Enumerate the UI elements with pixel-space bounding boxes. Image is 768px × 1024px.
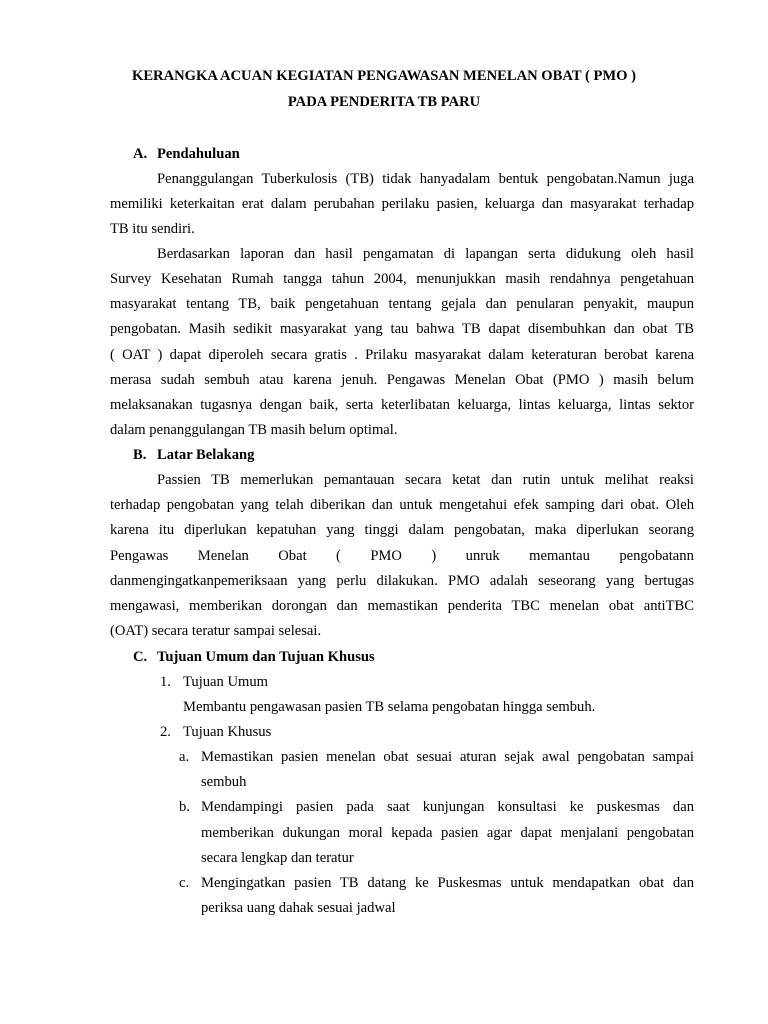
section-c-item-2-marker: 2. (160, 724, 171, 740)
section-c-heading: Tujuan Umum dan Tujuan Khusus (157, 649, 375, 665)
subitem-c-line: periksa uang dahak sesuai jadwal (201, 900, 396, 916)
section-a-p1-line: Penanggulangan Tuberkulosis (TB) tidak hanyadalam bentuk pengobatan.Namun juga (157, 171, 694, 187)
section-c-marker: C. (133, 649, 148, 665)
section-a-p2-line: melaksanakan tugasnya dengan baik, serta keterlibatan keluarga, lintas keluarga, lintas sektor (110, 397, 694, 413)
subitem-b-line: secara lengkap dan teratur (201, 850, 354, 866)
spread-word: memantau (529, 548, 590, 564)
section-b-spread-line (110, 547, 694, 565)
section-a-p2-line: merasa sudah sembuh atau karena jenuh. Pengawas Menelan Obat (PMO ) masih belum (110, 372, 694, 388)
subitem-a-marker: a. (179, 749, 190, 765)
section-b-p1-line: terhadap pengobatan yang telah diberikan dan untuk mengetahui efek samping dari obat. Oleh (110, 497, 694, 513)
spread-word: unruk (465, 548, 500, 564)
section-b-p1-rest-line: mengawasi, memberikan dorongan dan memastikan penderita TBC menelan obat antiTBC (110, 598, 694, 614)
section-c-item-2-label: Tujuan Khusus (183, 724, 272, 740)
section-b-p1-line: karena itu diperlukan kepatuhan yang tinggi dalam pengobatan, maka diperlukan seorang (110, 522, 694, 538)
spread-word: PMO (370, 548, 402, 564)
spread-word: Obat (278, 548, 307, 564)
section-c-item-1-marker: 1. (160, 674, 171, 690)
spread-word: Pengawas (110, 548, 169, 564)
section-b-heading: Latar Belakang (157, 447, 255, 463)
subitem-a-line: Memastikan pasien menelan obat sesuai aturan sejak awal pengobatan sampai (201, 749, 694, 765)
spread-word: Menelan (197, 548, 249, 564)
subitem-c-line: Mengingatkan pasien TB datang ke Puskesmas untuk mendapatkan obat dan (201, 875, 694, 891)
section-a-p1-line: memiliki keterkaitan erat dalam perubahan perilaku pasien, keluarga dan masyarakat terhadap (110, 196, 694, 212)
section-a-p1-line: TB itu sendiri. (110, 221, 195, 237)
section-a-p2-line: pengobatan. Masih sedikit masyarakat yang tau bahwa TB dapat disembuhkan dan obat TB (110, 321, 694, 337)
subitem-b-line: Mendampingi pasien pada saat kunjungan konsultasi ke puskesmas dan (201, 799, 694, 815)
section-a-p2-line: Survey Kesehatan Rumah tangga tahun 2004, menunjukkan masih rendahnya pengetahuan (110, 271, 694, 287)
subitem-a-line: sembuh (201, 774, 247, 790)
section-a-p2-line: Berdasarkan laporan dan hasil pengamatan di lapangan serta didukung oleh hasil (157, 246, 694, 262)
document-title-line-2: PADA PENDERITA TB PARU (287, 94, 481, 110)
spread-word: pengobatann (619, 548, 694, 564)
subitem-b-line: memberikan dukungan moral kepada pasien agar dapat menjalani pengobatan (201, 825, 694, 841)
document-title-line-1: KERANGKA ACUAN KEGIATAN PENGAWASAN MENELAN OBAT ( PMO ) (131, 68, 637, 84)
section-b-p1-rest-line: danmengingatkanpemeriksaan yang perlu dilakukan. PMO adalah seseorang yang bertugas (110, 573, 694, 589)
spread-word: ( (336, 548, 341, 564)
section-c-item-1-label: Tujuan Umum (183, 674, 269, 690)
subitem-b-marker: b. (179, 799, 190, 815)
section-a-p2-line: ( OAT ) dapat diperoleh secara gratis . Prilaku masyarakat dalam keteraturan berobat karena (110, 347, 694, 363)
section-c-item-1-text: Membantu pengawasan pasien TB selama pengobatan hingga sembuh. (183, 699, 596, 715)
spread-word: ) (431, 548, 437, 564)
section-b-p1-rest-line: (OAT) secara teratur sampai selesai. (110, 623, 322, 639)
section-a-p2-line: masyarakat tentang TB, baik pengetahuan tentang gejala dan penularan penyakit, maupun (110, 296, 694, 312)
section-a-heading: Pendahuluan (157, 146, 240, 162)
section-a-p2-line: dalam penanggulangan TB masih belum optimal. (110, 422, 398, 438)
section-a-marker: A. (133, 146, 148, 162)
section-b-p1-line: Passien TB memerlukan pemantauan secara ketat dan rutin untuk melihat reaksi (157, 472, 694, 488)
subitem-c-marker: c. (179, 875, 190, 891)
section-b-marker: B. (133, 447, 147, 463)
